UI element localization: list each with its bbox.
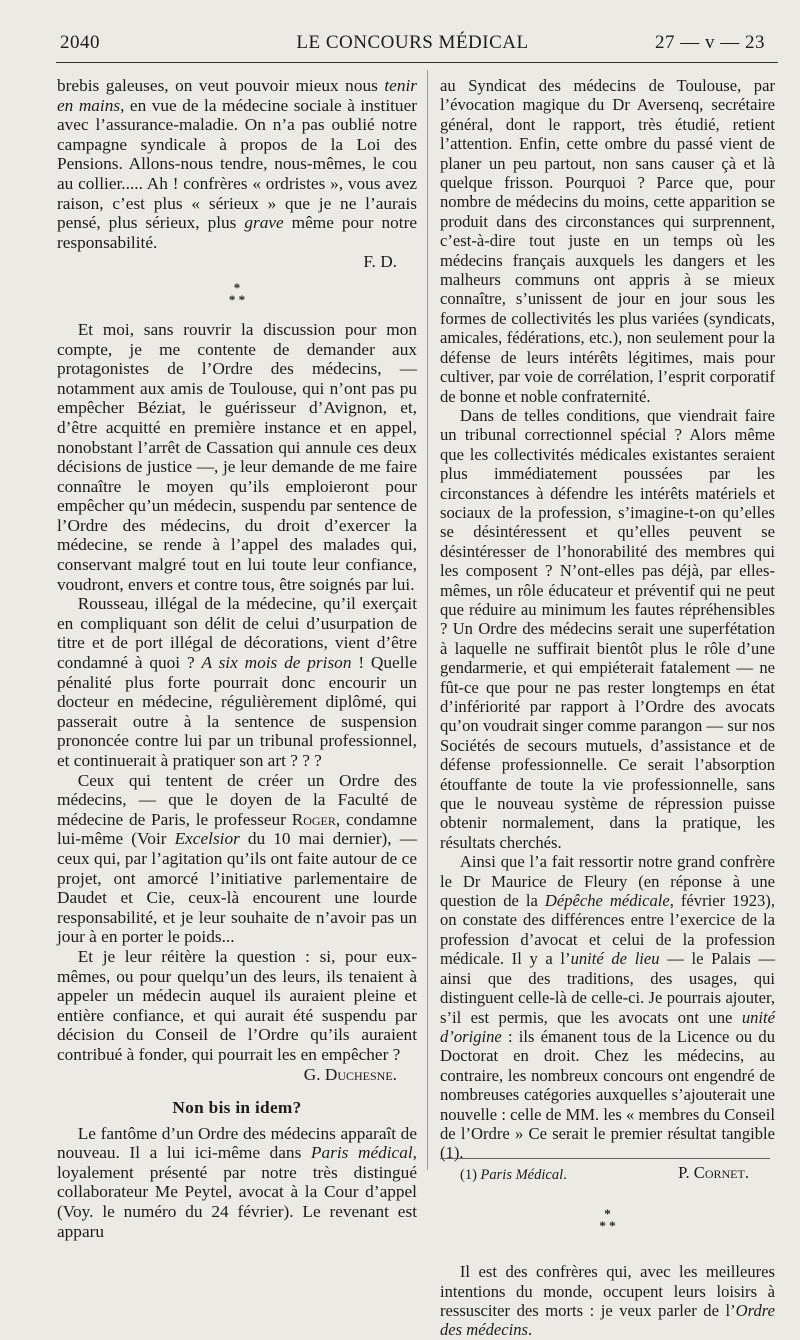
text-run: (1) <box>460 1167 481 1183</box>
separator-asterism: * * * <box>599 1206 616 1234</box>
text-run: Et moi, sans rouvrir la discussion pour mon compte, je me contente de demander aux protagonistes de l’Ordre des médecins, — notamment aux amis de Toulouse, qui n’ont pas pu empêcher Béziat, le guérisseur d’Avignon, et, d’être acquitté en première instance et en appel, nonobstant l’arrêt de Cassation qui annule ces deux décisions de justice —, je leur demande de me faire connaître le moyen qu’ils emploieront pour empêcher qu’un médecin, suspendu par sentence de l’Ordre des médecins, du droit d’exercer la médecine, se rende à l’appel des malades qui, conservant malgré tout en lui toute leur confiance, voudront, envers et contre tous, être soignés par lui. <box>57 319 417 594</box>
text-run: Ceux qui tentent de créer un Ordre des médecins, — que le doyen de la Faculté de médecine de Paris, le professeur <box>57 770 417 829</box>
text-run: Roger <box>291 809 336 829</box>
paragraph <box>57 76 417 252</box>
text-run: brebis galeuses, on veut pouvoir mieux nous <box>57 76 385 95</box>
text-run: . <box>528 1320 533 1340</box>
paragraph <box>57 771 417 947</box>
paragraph <box>440 76 775 406</box>
paragraph <box>57 947 417 1065</box>
paragraph <box>440 1262 775 1340</box>
page-number: 2040 <box>60 32 100 53</box>
left-column <box>57 76 417 1241</box>
text-run: Le fantôme d’un Ordre des médecins apparaît de nouveau. Il a lui ici-même dans <box>57 1123 417 1163</box>
footnote-rule <box>440 1158 770 1159</box>
text-run: Paris médical <box>310 1143 413 1163</box>
text-run: tenir en mains <box>57 76 417 115</box>
signature-cornet: P. Cornet. <box>678 1162 749 1182</box>
text-run: — le Palais — ainsi que des traditions, des usages, qui distinguent celle-là de celle-ci. Je pourrais ajouter, s’il est permis, que les avocats ont une <box>440 949 775 1027</box>
paragraph <box>57 1124 417 1242</box>
separator-asterism: * * * <box>228 279 246 307</box>
column-divider <box>427 70 428 1170</box>
text-run: unité de lieu <box>570 949 660 969</box>
text-run: , février 1923), on constate des différences entre l’exercice de la profession d’avocat et celui de la profession médicale. Il y a l’ <box>440 891 775 969</box>
text-run: Il est des confrères qui, avec les meilleures intentions du monde, occupent leurs loisirs à ressusciter des morts : je veux parler de l’ <box>440 1262 775 1320</box>
signature-duchesne: G. Duchesne. <box>303 1064 397 1084</box>
paragraph <box>440 406 775 852</box>
text-run: Paris Médical <box>480 1167 564 1183</box>
footnote <box>460 1167 567 1184</box>
issue-date: 27 — v — 23 <box>655 32 765 53</box>
text-run: , en vue de la médecine sociale à instituer avec l’assurance-maladie. On n’a pas oublié notre campagne syndicale à propos de la Loi des Pensions. Allons-nous tendre, nous-mêmes, le cou au collier..... Ah ! confrères « ordristes », vous avez raison, c’est plus « sérieux » que je ne l’aurais pensé, plus sérieux, plus <box>57 95 418 233</box>
text-run: même pour notre responsabilité. <box>57 213 417 252</box>
text-run: , condamne lui-même (Voir <box>57 809 418 849</box>
section-heading: Non bis in idem? <box>172 1098 302 1118</box>
right-column <box>440 76 775 1340</box>
text-run: , loyalement présenté par notre très distingué collaborateur Me Peytel, avocat à la Cour d’appel (Voy. le numéro du 24 février). Le revenant est apparu <box>57 1143 417 1241</box>
signature-fd: F. D. <box>363 252 397 272</box>
paragraph <box>57 320 417 594</box>
journal-title: LE CONCOURS MÉDICAL <box>296 32 529 53</box>
text-run: ! Quelle pénalité plus forte pourrait donc encourir un docteur en médecine, régulièrement diplômé, qui passerait outre à la sentence de suspension prononcée contre lui par un tribunal professionnel, et continuerait à pratiquer son art ? ? ? <box>57 653 417 770</box>
text-run: . <box>563 1167 567 1183</box>
text-run: A six mois de prison <box>201 653 352 673</box>
text-run: unité d’origine <box>440 1007 775 1046</box>
paragraph <box>57 594 417 770</box>
text-run: Ordre des médecins <box>440 1300 775 1340</box>
text-run: Excelsior <box>174 829 240 849</box>
text-run: grave <box>244 213 284 233</box>
text-run: : ils émanent tous de la Licence ou du Doctorat en droit. Chez les médecins, au contraire, les nombreux concours ont engendré de nombreuses catégories auxquelles s’ajouterait une nouvelle : celle de MM. les « membres du Conseil de l’Ordre » Ce serait le premier résultat tangible (1). <box>440 1026 775 1163</box>
header-rule <box>56 62 778 63</box>
text-run: Et je leur réitère la question : si, pour eux-mêmes, ou pour quelqu’un des leurs, ils tenaient à appeler un médecin auquel ils auraient pleine et entière confiance, et qui aurait été suspendu par décision du Conseil de l’Ordre qu’ils auraient contribué à fonder, qui pourrait les en empêcher ? <box>57 946 417 1064</box>
page-header <box>60 32 765 58</box>
text-run: au Syndicat des médecins de Toulouse, par l’évocation magique du Dr Aversenq, secrétaire général, dont le rapport, très étudié, retient l’attention. Enfin, cette ombre du passé vient de planer un peu partout, non sans causer çà et là quelque frisson. Pourquoi ? Parce que, pour nombre de médecins du moins, cette apparition se produit dans des circonstances qui surprennent, c’est-à-dire tout juste en un temps où les médecins français auxquels les dangers et les malheurs communs ont appris à se mieux connaître, s’unissent de jour en jour sous les formes de collectivités les plus variées (syndicats, amicales, fédérations, etc.), non seulement pour la défense de leurs intérêts légitimes, mais pour cultiver, par voie de corrélation, l’esprit corporatif de bonne et noble confraternité. <box>440 76 775 406</box>
text-run: Rousseau, illégal de la médecine, qu’il exerçait en compliquant son délit de celui d’usurpation de titre et de port illégal de décorations, vient d’être condamné à quoi ? <box>57 594 417 673</box>
paragraph <box>440 852 775 1163</box>
text-run: du 10 mai dernier), — ceux qui, par l’agitation qu’ils ont faite autour de ce projet, ont amorcé l’initiative parlementaire de Daudet et Cie, ceux-là encourent une lourde responsabilité, et je leur souhaite de n’avoir pas un jour à en porter le poids... <box>57 829 417 947</box>
text-run: Dans de telles conditions, que viendrait faire un tribunal correctionnel spécial ? Alors même que les collectivités médicales existantes seraient plus immédiatement poussées par les circonstances à défendre les intérêts matériels et sociaux de la profession, s’imagine-t-on qu’elles se désintéressent et qu’elles peuvent se désintéresser de l’honorabilité des membres qui les composent ? N’ont-elles pas déjà, par elles-mêmes, un rôle éducateur et préventif qui ne peut que réduire au minimum les fautes répréhensibles ? Un Ordre des médecins serait une superfétation à laquelle ne suffirait bientôt plus le rôle d’une gendarmerie, et qui empiéterait fatalement — ne fût-ce que pour ne pas rester longtemps en état d’infériorité par rapport à l’Ordre des avocats qu’on voudrait singer comme parangon — sur nos Sociétés de secours mutuels, d’assistance et de défense professionnelle. Ce serait l’absorption étouffante de toute la vie professionnelle, sans que le nouveau système de répression puisse obtenir normalement, dans la pratique, les résultats cherchés. <box>440 405 775 852</box>
text-run: Dépêche médicale <box>544 891 670 911</box>
text-run: Ainsi que l’a fait ressortir notre grand confrère le Dr Maurice de Fleury (en réponse à une question de la <box>440 852 775 911</box>
